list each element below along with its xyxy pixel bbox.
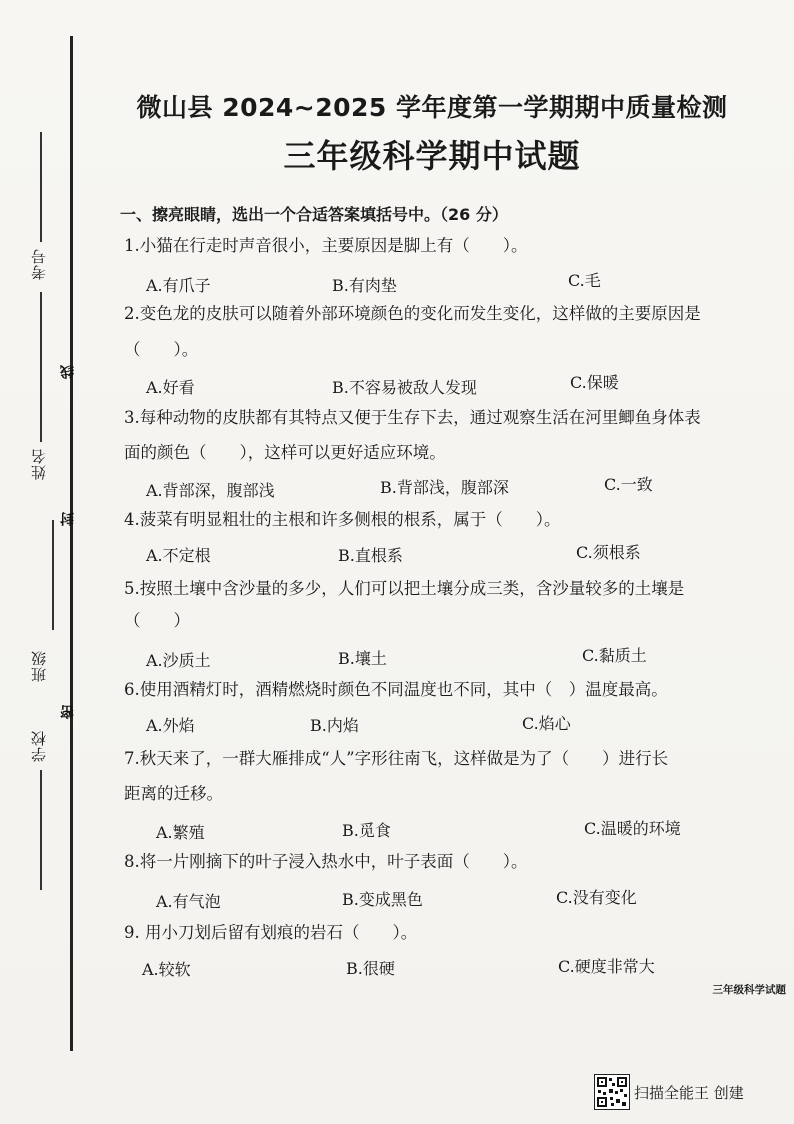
q7-option-b[interactable]: B.觅食 (342, 821, 391, 840)
q8-option-c[interactable]: C.没有变化 (556, 888, 637, 907)
q8-option-b[interactable]: B.变成黑色 (342, 890, 423, 909)
question-3-line-1: 3.每种动物的皮肤都有其特点又便于生存下去，通过观察生活在河里鲫鱼身体表 (124, 408, 701, 427)
q5-option-a[interactable]: A.沙质土 (146, 651, 211, 670)
q7-option-a[interactable]: A.繁殖 (156, 823, 205, 842)
class-underline (52, 520, 54, 630)
binding-line (70, 36, 73, 1051)
question-3-line-2: 面的颜色（ ），这样可以更好适应环境。 (124, 443, 446, 462)
scanner-watermark: 扫描全能王 创建 (634, 1084, 744, 1102)
question-4: 4.菠菜有明显粗壮的主根和许多侧根的根系，属于（ ）。 (124, 510, 561, 529)
question-2-line-2: （ ）。 (124, 340, 199, 359)
q1-option-b[interactable]: B.有肉垫 (332, 276, 397, 295)
question-7-line-1: 7.秋天来了，一群大雁排成“人”字形往南飞，这样做是为了（ ）进行长 (124, 749, 669, 768)
question-6: 6.使用酒精灯时，酒精燃烧时颜色不同温度也不同，其中（ ）温度最高。 (124, 680, 668, 699)
exam-no-underline (40, 132, 42, 242)
name-underline (40, 292, 42, 442)
name-label: 姓名 (30, 448, 48, 480)
q2-option-c[interactable]: C.保暖 (570, 373, 619, 392)
question-1: 1.小猫在行走时声音很小，主要原因是脚上有（ ）。 (124, 236, 528, 255)
q5-option-c[interactable]: C.黏质土 (582, 646, 647, 665)
q8-option-a[interactable]: A.有气泡 (156, 892, 221, 911)
school-underline (40, 770, 42, 890)
seal-word-secret: 密 (60, 705, 76, 719)
q9-option-c[interactable]: C.硬度非常大 (558, 957, 655, 976)
qr-code-icon (594, 1074, 630, 1110)
q6-option-a[interactable]: A.外焰 (146, 716, 195, 735)
q5-option-b[interactable]: B.壤土 (338, 649, 387, 668)
page-footer-label: 三年级科学试题 (712, 984, 786, 996)
school-label: 学校 (30, 730, 48, 762)
question-2-line-1: 2.变色龙的皮肤可以随着外部环境颜色的变化而发生变化，这样做的主要原因是 (124, 304, 701, 323)
question-7-line-2: 距离的迁移。 (124, 784, 223, 803)
exam-subtitle: 三年级科学期中试题 (283, 137, 581, 175)
q3-option-a[interactable]: A.背部深，腹部浅 (146, 481, 275, 500)
seal-word-seal: 封 (60, 512, 76, 526)
q9-option-a[interactable]: A.较软 (142, 960, 191, 979)
exam-title: 微山县 2024~2025 学年度第一学期期中质量检测 (136, 93, 728, 122)
section-heading: 一、擦亮眼睛，选出一个合适答案填括号中。（26 分） (120, 205, 508, 224)
q3-option-b[interactable]: B.背部浅，腹部深 (380, 478, 509, 497)
q4-option-a[interactable]: A.不定根 (146, 546, 211, 565)
class-label: 班级 (30, 650, 48, 682)
q2-option-a[interactable]: A.好看 (146, 378, 195, 397)
question-8: 8.将一片刚摘下的叶子浸入热水中，叶子表面（ ）。 (124, 852, 528, 871)
question-5-line-2: （ ） (124, 611, 190, 630)
q3-option-c[interactable]: C.一致 (604, 475, 653, 494)
q4-option-c[interactable]: C.须根系 (576, 543, 641, 562)
question-9: 9. 用小刀划后留有划痕的岩石（ ）。 (124, 923, 418, 942)
q2-option-b[interactable]: B.不容易被敌人发现 (332, 378, 477, 397)
q9-option-b[interactable]: B.很硬 (346, 959, 395, 978)
q4-option-b[interactable]: B.直根系 (338, 546, 403, 565)
seal-word-line: 线 (60, 365, 76, 379)
q1-option-a[interactable]: A.有爪子 (146, 276, 211, 295)
q6-option-c[interactable]: C.焰心 (522, 714, 571, 733)
question-5-line-1: 5.按照土壤中含沙量的多少，人们可以把土壤分成三类，含沙量较多的土壤是 (124, 579, 685, 598)
q7-option-c[interactable]: C.温暖的环境 (584, 819, 681, 838)
q6-option-b[interactable]: B.内焰 (310, 716, 359, 735)
exam-no-label: 考号 (30, 248, 48, 280)
q1-option-c[interactable]: C.毛 (568, 271, 601, 290)
